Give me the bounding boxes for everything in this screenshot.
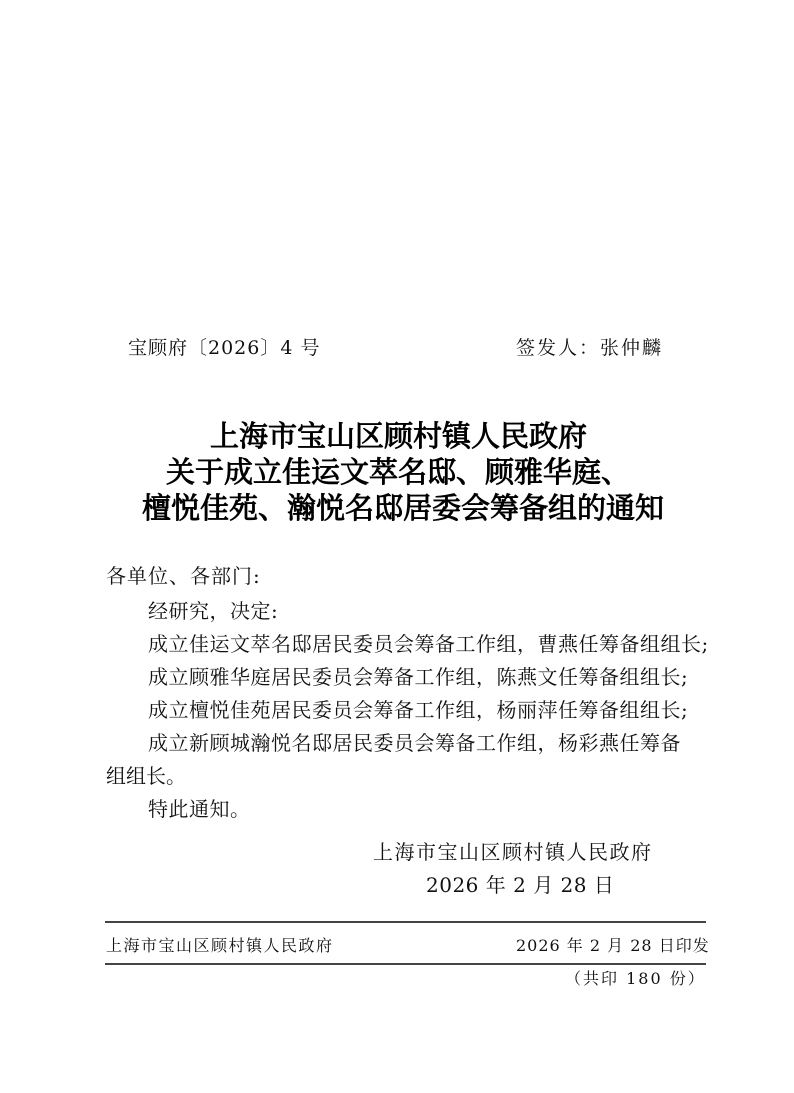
title-line-2: 关于成立佳运文萃名邸、顾雅华庭、 (166, 455, 631, 489)
signer: 签发人：张仲麟 (516, 337, 664, 359)
paragraph-item-2: 成立顾雅华庭居民委员会筹备工作组，陈燕文任筹备组组长; (148, 665, 689, 689)
footer-top-rule (105, 921, 706, 923)
paragraph-item-4-continued: 组组长。 (106, 764, 186, 788)
footer-print-date: 2026 年 2 月 28 日印发 (516, 936, 710, 955)
paragraph-item-4: 成立新顾城瀚悦名邸居民委员会筹备工作组，杨彩燕任筹备 (148, 731, 681, 755)
paragraph-decision: 经研究，决定: (148, 599, 279, 623)
footer-copies: （共印 180 份） (565, 969, 706, 988)
title-line-3: 檀悦佳苑、瀚悦名邸居委会筹备组的通知 (142, 491, 665, 525)
issue-date: 2026 年 2 月 28 日 (426, 873, 615, 897)
paragraph-closing: 特此通知。 (148, 797, 251, 821)
issuer-signature: 上海市宝山区顾村镇人民政府 (373, 840, 653, 864)
title-line-1: 上海市宝山区顾村镇人民政府 (210, 419, 588, 453)
paragraph-item-3: 成立檀悦佳苑居民委员会筹备工作组，杨丽萍任筹备组组长; (148, 698, 689, 722)
footer-bottom-rule (105, 963, 706, 965)
document-number: 宝顾府〔2026〕4 号 (128, 337, 321, 359)
salutation: 各单位、各部门: (106, 564, 261, 588)
footer-issuing-org: 上海市宝山区顾村镇人民政府 (106, 936, 334, 955)
paragraph-item-1: 成立佳运文萃名邸居民委员会筹备工作组，曹燕任筹备组组长; (148, 632, 709, 656)
